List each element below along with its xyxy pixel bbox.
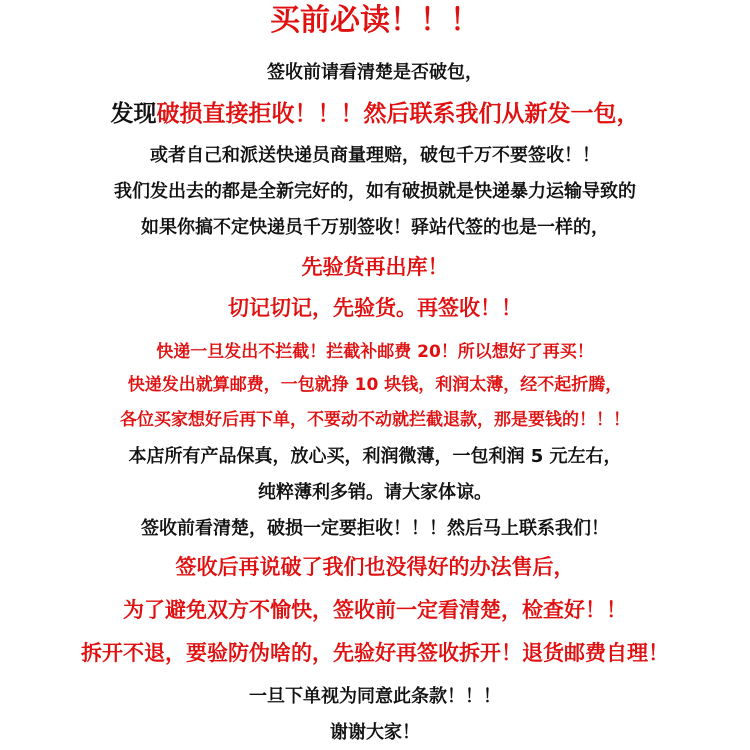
notice-line xyxy=(0,600,750,621)
line-text: 为了避免双方不愉快，签收前一定看清楚，检查好！！ xyxy=(123,598,627,622)
notice-line xyxy=(0,412,750,429)
line-text: 签收前看清楚，破损一定要拒收！！！然后马上联系我们！ xyxy=(141,518,609,539)
line-text: 谢谢大家！ xyxy=(330,722,420,743)
line-text: 纯粹薄利多销。请大家体谅。 xyxy=(258,482,492,503)
line-text: 如果你搞不定快递员千万别签收！驿站代签的也是一样的， xyxy=(141,217,609,238)
notice-line xyxy=(0,520,750,538)
notice-line xyxy=(0,557,750,578)
notice-line xyxy=(0,643,750,664)
notice-line xyxy=(0,448,750,466)
line-text: 我们发出去的都是全新完好的，如有破损就是快递暴力运输导致的 xyxy=(114,181,636,202)
line-text: 切记切记，先验货。再签收！！ xyxy=(228,296,522,320)
line-text: 本店所有产品保真，放心买，利润微薄，一包利润 5 元左右， xyxy=(128,446,622,467)
notice-line xyxy=(0,64,750,82)
line-text: 快递发出就算邮费，一包就挣 10 块钱，利润太薄，经不起折腾， xyxy=(127,375,623,395)
notice-line xyxy=(0,484,750,502)
line-text: 或者自己和派送快递员商量理赔，破包千万不要签收！！ xyxy=(150,145,600,166)
line-text: 签收前请看清楚是否破包， xyxy=(267,62,483,83)
line-text-highlight: 破损直接拒收！！！然后联系我们从新发一包， xyxy=(156,101,640,127)
notice-line xyxy=(0,724,750,742)
notice-line xyxy=(0,183,750,201)
line-text: 各位买家想好后再下单，不要动不动就拦截退款，那是要钱的！！！ xyxy=(120,410,630,430)
notice-line xyxy=(0,298,750,319)
notice-line xyxy=(0,219,750,237)
line-text: 拆开不退，要验防伪啥的，先验好再签收拆开！退货邮费自理！ xyxy=(81,641,669,665)
notice-line xyxy=(0,257,750,278)
notice-line xyxy=(0,688,750,706)
line-text: 签收后再说破了我们也没得好的办法售后， xyxy=(175,555,575,579)
notice-line xyxy=(0,147,750,165)
notice-line xyxy=(0,377,750,394)
line-text: 发现 xyxy=(110,101,157,127)
notice-line xyxy=(0,344,750,361)
notice-line xyxy=(0,103,750,126)
line-text: 先验货再出库！ xyxy=(301,255,449,279)
line-text: 一旦下单视为同意此条款！！！ xyxy=(249,686,501,707)
notice-title: 买前必读！！！ xyxy=(270,3,480,38)
line-text: 快递一旦发出不拦截！拦截补邮费 20！所以想好了再买！ xyxy=(156,342,594,362)
